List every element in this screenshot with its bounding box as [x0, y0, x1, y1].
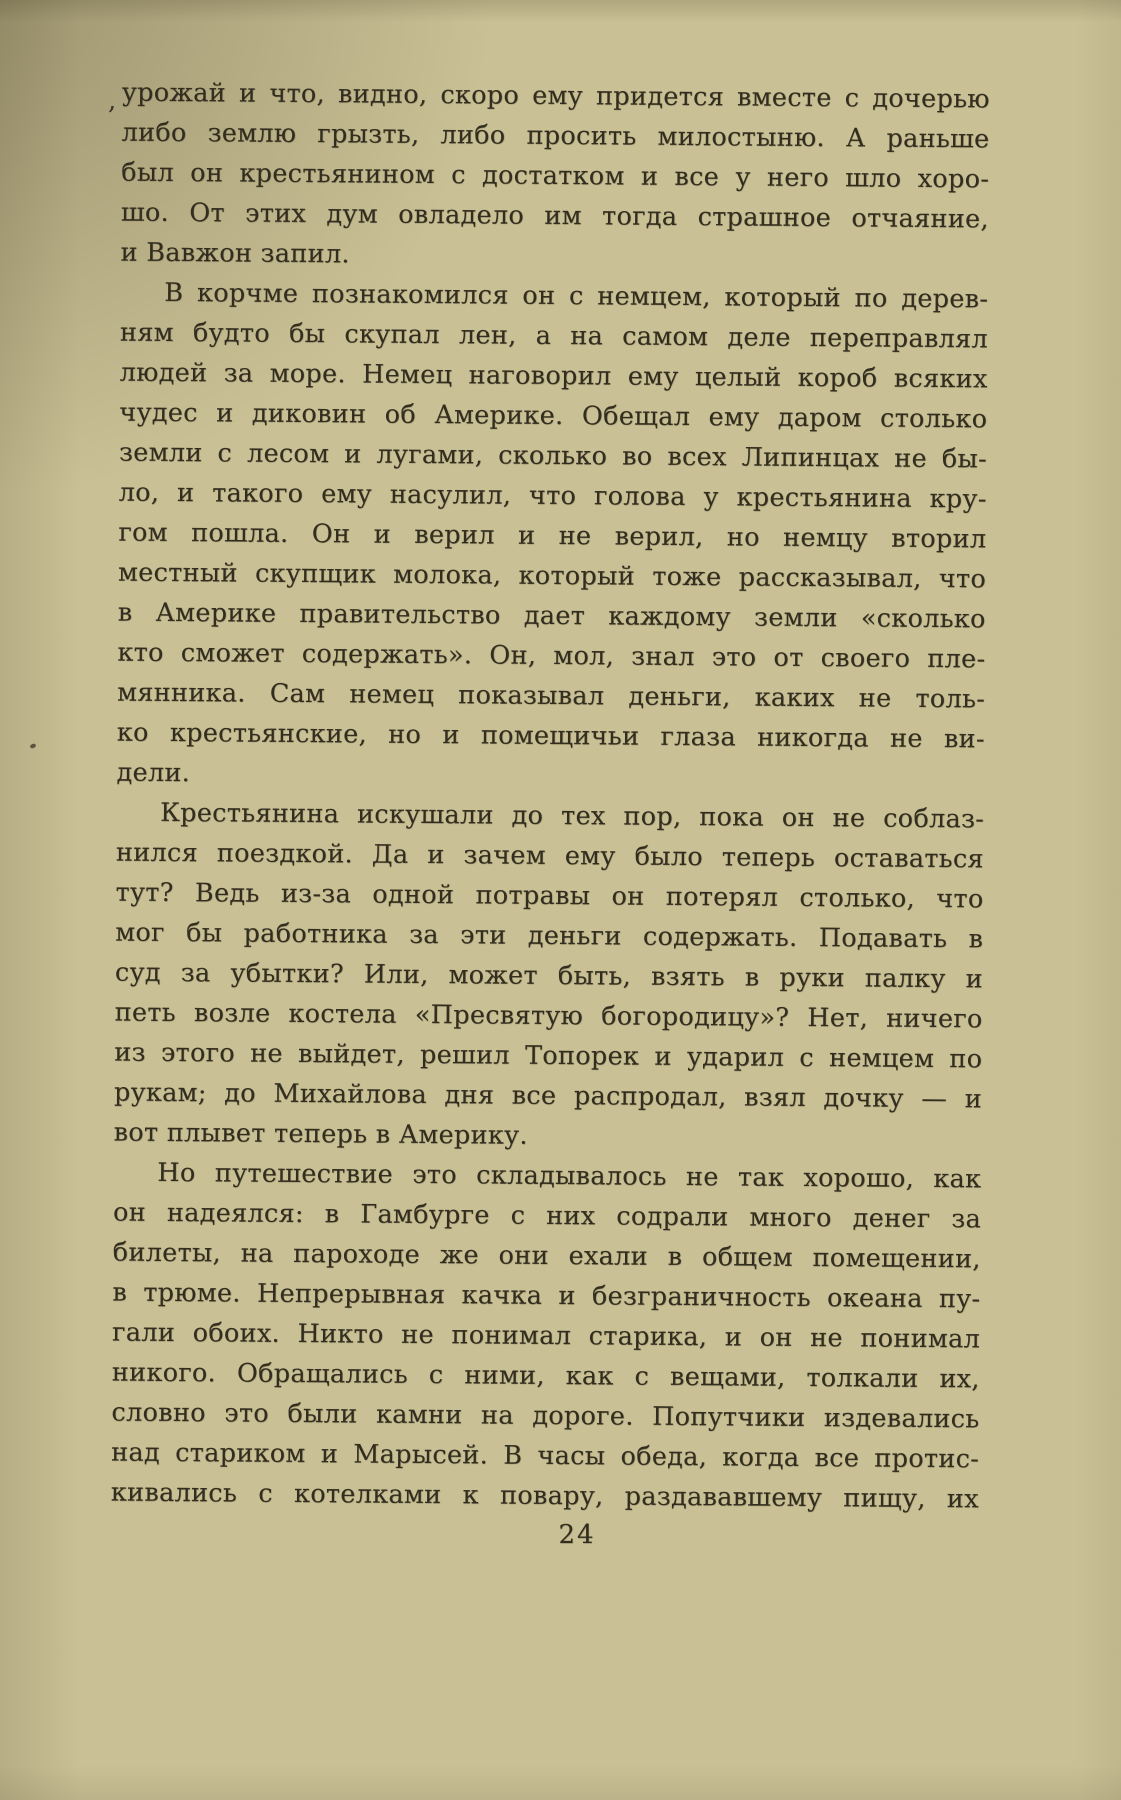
text-line: был он крестьянином с достатком и все у него шло хоро-	[121, 157, 990, 195]
ink-stray-mark: ,	[108, 86, 117, 116]
page-text	[111, 73, 990, 1520]
text-line: земли с лесом и лугами, сколько во всех Липинцах не бы-	[118, 437, 988, 475]
text-line: В корчме познакомился он с немцем, который по дерев-	[164, 277, 989, 315]
text-line: Но путешествие это складывалось не так хорошо, как	[157, 1157, 982, 1195]
ink-speck	[29, 743, 36, 749]
text-line: словно это были камни на дороге. Попутчики издевались	[111, 1397, 980, 1435]
text-line: гом пошла. Он и верил и не верил, но немцу вторил	[118, 517, 987, 555]
text-line: из этого не выйдет, решил Топорек и ударил с немцем по	[114, 1037, 983, 1075]
text-line: кто сможет содержать». Он, мол, знал это от своего пле-	[117, 637, 986, 675]
text-line: никого. Обращались с ними, как с вещами, толкали их,	[111, 1357, 980, 1395]
page-number: 24	[558, 1520, 596, 1550]
text-line: в трюме. Непрерывная качка и безграничность океана пу-	[112, 1277, 981, 1315]
text-line: либо землю грызть, либо просить милостыню. А раньше	[121, 117, 990, 155]
text-line: Крестьянина искушали до тех пор, пока он не соблаз-	[160, 797, 985, 835]
text-line: рукам; до Михайлова дня все распродал, взял дочку — и	[113, 1077, 983, 1115]
text-line: в Америке правительство дает каждому земли «сколько	[117, 597, 986, 635]
text-line: местный скупщик молока, который тоже рассказывал, что	[117, 557, 987, 595]
text-line: чудес и диковин об Америке. Обещал ему даром столько	[119, 397, 988, 435]
text-line: дели.	[116, 757, 191, 789]
text-line: мянника. Сам немец показывал деньги, каких не толь-	[117, 677, 986, 715]
text-line: билеты, на пароходе же они ехали в общем помещении,	[112, 1237, 981, 1275]
text-line: кивались с котелками к повару, раздававшему пищу, их	[110, 1477, 979, 1515]
text-line: он надеялся: в Гамбурге с них содрали много денег за	[112, 1197, 982, 1235]
text-line: ко крестьянские, но и помещичьи глаза никогда не ви-	[116, 717, 985, 755]
text-line: над стариком и Марысей. В часы обеда, когда все протис-	[111, 1437, 980, 1475]
text-line: ням будто бы скупал лен, а на самом деле переправлял	[119, 317, 989, 355]
text-line: и Вавжон запил.	[120, 237, 350, 270]
text-line: ло, и такого ему насулил, что голова у крестьянина кру-	[118, 477, 987, 515]
text-line: урожай и что, видно, скоро ему придется вместе с дочерью	[121, 77, 990, 115]
text-line: нился поездкой. Да и зачем ему было теперь оставаться	[115, 837, 984, 875]
text-line: шо. От этих дум овладело им тогда страшное отчаяние,	[120, 197, 990, 235]
text-line: вот плывет теперь в Америку.	[113, 1117, 528, 1151]
text-line: тут? Ведь из-за одной потравы он потерял столько, что	[115, 877, 984, 915]
text-line: суд за убытки? Или, может быть, взять в руки палку и	[114, 957, 984, 995]
text-line: гали обоих. Никто не понимал старика, и он не понимал	[111, 1317, 981, 1355]
text-line: людей за море. Немец наговорил ему целый короб всяких	[119, 357, 988, 395]
text-line: мог бы работника за эти деньги содержать. Подавать в	[115, 917, 984, 955]
text-line: петь возле костела «Пресвятую богородицу»? Нет, ничего	[114, 997, 983, 1035]
